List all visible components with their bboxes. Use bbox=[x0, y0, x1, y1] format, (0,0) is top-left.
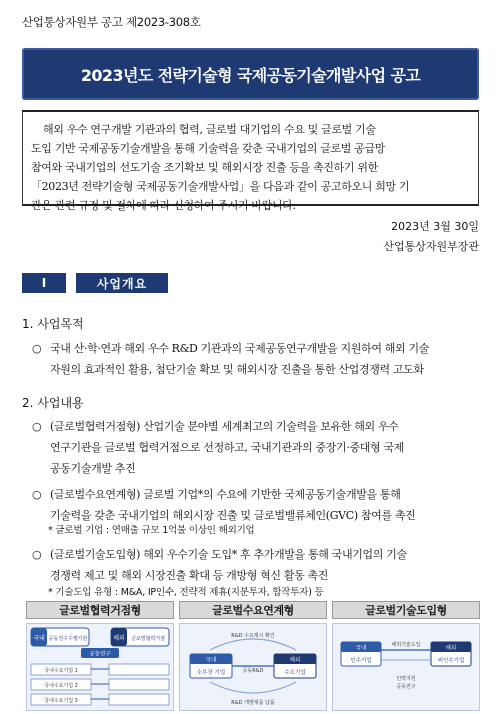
diagram-body bbox=[179, 623, 327, 711]
content-item-cooperation bbox=[32, 416, 480, 479]
footnote: * 글로벌 기업 : 연매출 규모 1억불 이상인 해외기업 bbox=[48, 525, 255, 536]
purpose-bullet bbox=[32, 338, 480, 380]
joint-research-label: 공동연구 bbox=[396, 684, 416, 690]
section-number: Ⅰ bbox=[22, 273, 66, 293]
notice-number: 산업통상자원부 공고 제2023-308호 bbox=[22, 15, 201, 29]
purpose-heading: 1. 사업목적 bbox=[22, 317, 84, 331]
diagram-cooperation bbox=[26, 601, 174, 711]
bullet-line: 공동기술개발 추진 bbox=[50, 462, 136, 475]
domestic-label: 국내 bbox=[205, 657, 217, 664]
content-item-tech-transfer bbox=[32, 544, 480, 586]
diagram-tech-transfer bbox=[332, 601, 480, 711]
diagram-title: 글로벌협력거점형 bbox=[26, 601, 174, 619]
section-heading bbox=[22, 273, 168, 293]
bullet-line: 기술력을 갖춘 국내기업의 해외시장 진출 및 글로벌밸류체인(GVC) 참여를 촉진 bbox=[50, 509, 416, 522]
page-title: 2023년도 전략기술형 국제공동기술개발사업 공고 bbox=[22, 48, 479, 100]
demand-rows bbox=[31, 664, 169, 705]
demand-row-label: 국내수요기업 1 bbox=[44, 668, 78, 674]
partner-row bbox=[109, 679, 169, 690]
diagram-body bbox=[26, 623, 174, 711]
tech-transfer-diagram-svg bbox=[333, 624, 479, 710]
bullet-line: 경쟁력 제고 및 해외 시장진출 확대 등 개방형 혁신 활동 촉진 bbox=[50, 569, 329, 582]
program-type-diagrams bbox=[26, 601, 476, 711]
bullet-line: (글로벌기술도입형) 해외 우수기술 도입* 후 추가개발을 통해 국내기업의 기술 bbox=[50, 548, 407, 561]
domestic-sub: 공동연구수행기관 bbox=[48, 636, 88, 642]
overseas-sub: 글로벌협력거점 bbox=[131, 636, 165, 642]
diagram-title: 글로벌수요연계형 bbox=[179, 601, 327, 619]
support-label: 인력지원 bbox=[396, 676, 416, 682]
demand-diagram-svg bbox=[180, 624, 326, 710]
tech-import-label: 해외기술도입 bbox=[391, 642, 421, 648]
bullet-mark: ○ bbox=[32, 548, 42, 561]
bullet-mark: ○ bbox=[32, 342, 42, 355]
issuing-authority: 산업통상자원부장관 bbox=[383, 240, 479, 253]
partner-row bbox=[109, 664, 169, 675]
top-arc bbox=[210, 639, 296, 650]
overseas-label: 해외 bbox=[289, 657, 301, 664]
intro-line: 도입 기반 국제공동기술개발을 통해 기술력을 갖춘 국내기업의 글로벌 공급망 bbox=[31, 142, 386, 155]
overseas-label: 해외 bbox=[445, 645, 457, 652]
intro-line: 관은 관련 규정 및 절차에 따라 신청하여 주시기 바랍니다. bbox=[31, 199, 296, 212]
bullet-mark: ○ bbox=[32, 420, 42, 433]
demand-bottom-label: R&D 개발제품 납품 bbox=[231, 700, 275, 706]
partner-row bbox=[109, 694, 169, 705]
content-item-demand bbox=[32, 484, 480, 526]
cooperation-diagram-svg bbox=[27, 624, 173, 710]
joint-research-label: 공동연구 bbox=[89, 651, 111, 658]
demand-row-label: 국내수요기업 2 bbox=[44, 683, 78, 689]
intro-line: 「2023년 전략기술형 국제공동기술개발사업」을 다음과 같이 공고하오니 희망 기 bbox=[31, 180, 410, 193]
domestic-label: 국내 bbox=[33, 635, 45, 642]
section-title: 사업개요 bbox=[76, 273, 168, 293]
bottom-arc bbox=[210, 682, 296, 693]
intro-box bbox=[22, 110, 479, 212]
demand-top-label: R&D 수요제시 확인 bbox=[231, 633, 275, 639]
domestic-label: 국내 bbox=[355, 645, 367, 652]
intro-line: 참여와 국내기업의 선도기술 조기확보 및 해외시장 진출 등을 촉진하기 위한 bbox=[31, 161, 378, 174]
bullet-line: (글로벌수요연계형) 글로벌 기업*의 수요에 기반한 국제공동기술개발을 통해 bbox=[50, 488, 401, 501]
overseas-label: 해외 bbox=[113, 635, 125, 642]
overseas-sub: 피인수기업 bbox=[437, 658, 465, 664]
bullet-mark: ○ bbox=[32, 488, 42, 501]
diagram-title: 글로벌기술도입형 bbox=[332, 601, 480, 619]
domestic-sub: 인수기업 bbox=[350, 658, 372, 664]
footnote: * 기술도입 유형 : M&A, IP인수, 전략적 제휴(지분투자, 합작투자) 등 bbox=[48, 587, 324, 598]
content-heading: 2. 사업내용 bbox=[22, 396, 84, 410]
diagram-body bbox=[332, 623, 480, 711]
diagram-demand bbox=[179, 601, 327, 711]
domestic-sub: 소부장 기업 bbox=[196, 670, 226, 676]
announcement-date: 2023년 3월 30일 bbox=[391, 220, 479, 233]
intro-line: 해외 우수 연구개발 기관과의 협력, 글로벌 대기업의 수요 및 글로벌 기술 bbox=[43, 123, 376, 136]
bullet-line: 국내 산·학·연과 해외 우수 R&D 기관과의 국제공동연구개발을 지원하여 해외 기술 bbox=[50, 342, 430, 355]
bullet-line: 자원의 효과적인 활용, 첨단기술 확보 및 해외시장 진출을 통한 산업경쟁력 고도화 bbox=[50, 363, 424, 376]
bullet-line: 연구기관을 글로벌 협력거점으로 선정하고, 국내기관과의 중장기·중대형 국제 bbox=[50, 441, 405, 454]
joint-rd-label: 공동R&D bbox=[242, 668, 264, 674]
demand-row-label: 국내수요기업 3 bbox=[44, 698, 78, 704]
bullet-line: (글로벌협력거점형) 산업기술 분야별 세계최고의 기술력을 보유한 해외 우수 bbox=[50, 420, 399, 433]
overseas-sub: 수요기업 bbox=[284, 670, 306, 676]
